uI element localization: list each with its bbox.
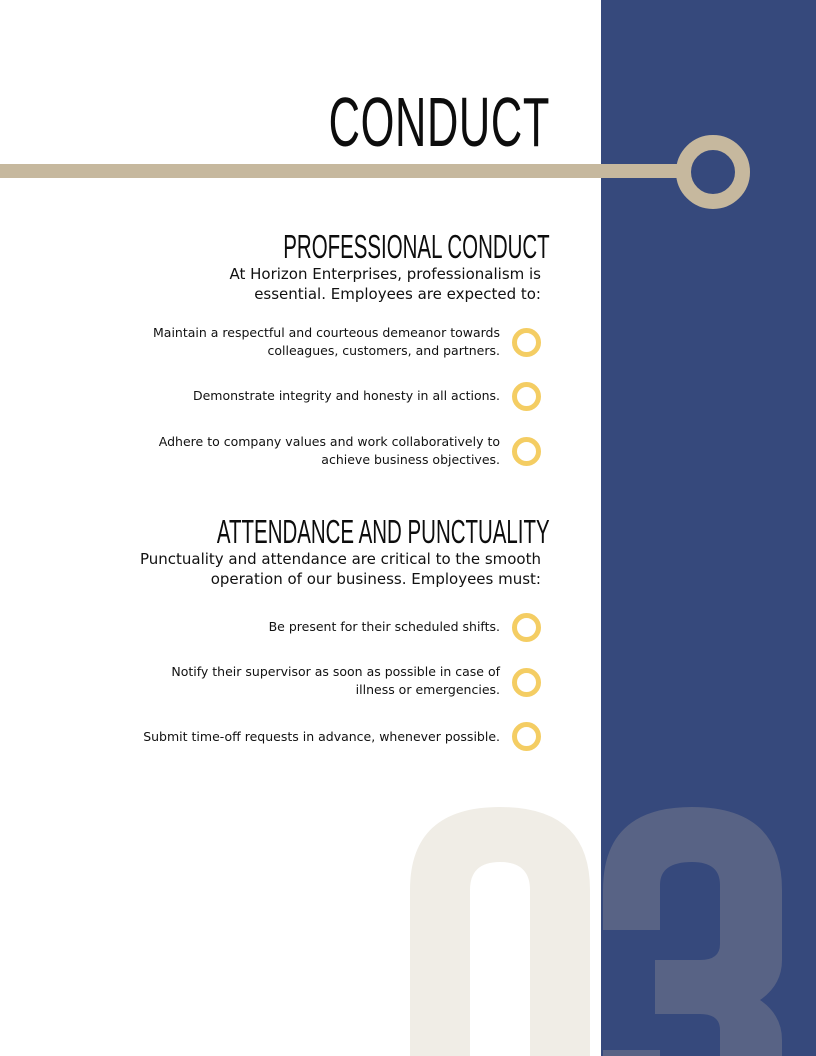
big-number-zero [410,807,590,1056]
list-item [171,663,500,699]
item-line: colleagues, customers, and partners. [267,343,500,358]
accent-line [0,164,680,178]
item-line: Notify their supervisor as soon as possible in case of [171,664,500,679]
list-item [269,618,500,636]
item-line: Adhere to company values and work collaboratively to [158,434,500,449]
section-heading: ATTENDANCE AND PUNCTUALITY [217,513,550,550]
bullet-ring-icon [512,328,541,357]
item-line: illness or emergencies. [355,682,500,697]
intro-line: operation of our business. Employees must: [210,570,541,588]
list-item [153,324,500,360]
bullet-ring-icon [512,722,541,751]
bullet-ring-icon [512,382,541,411]
section-heading: PROFESSIONAL CONDUCT [283,228,550,265]
bullet-ring-icon [512,668,541,697]
intro-line: essential. Employees are expected to: [254,285,541,303]
item-line: Maintain a respectful and courteous demeanor towards [153,325,500,340]
bullet-ring-icon [512,437,541,466]
list-item [159,433,500,469]
section-intro [140,549,541,589]
item-line: achieve business objectives. [321,452,500,467]
item-line: Demonstrate integrity and honesty in all actions. [192,388,500,403]
page-title: CONDUCT [328,83,550,161]
item-line: Submit time-off requests in advance, whenever possible. [143,729,500,744]
big-number-three [603,807,782,1056]
item-line: Be present for their scheduled shifts. [268,619,500,634]
list-item [143,728,500,746]
intro-line: Punctuality and attendance are critical to the smooth [139,550,541,568]
bullet-ring-icon [512,613,541,642]
section-intro [229,264,541,304]
list-item [193,387,500,405]
intro-line: At Horizon Enterprises, professionalism is [229,265,541,283]
accent-ring [684,143,743,202]
